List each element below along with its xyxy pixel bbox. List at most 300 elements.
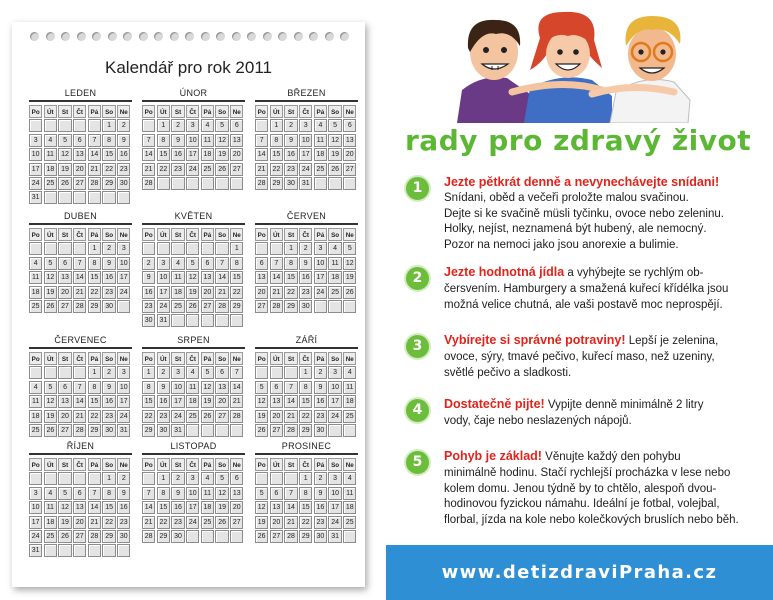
day-cell: 2 xyxy=(157,366,170,379)
day-cell: 20 xyxy=(58,410,71,423)
day-cell: 17 xyxy=(186,148,199,161)
day-cell: 26 xyxy=(255,530,268,543)
day-cell: 7 xyxy=(284,381,297,394)
day-cell: 27 xyxy=(201,300,214,313)
empty-day-cell xyxy=(215,424,228,437)
weekday-header: Ne xyxy=(230,105,243,118)
empty-day-cell xyxy=(186,530,199,543)
weekday-header: Po xyxy=(29,352,42,365)
tip-line: Lepší je zelenina, xyxy=(625,335,719,347)
day-cell: 12 xyxy=(44,271,57,284)
empty-day-cell xyxy=(201,424,214,437)
day-cell: 14 xyxy=(88,501,101,514)
weekday-header: Čt xyxy=(299,105,312,118)
tip-line: světlé pečivo a sladkosti. xyxy=(444,366,572,379)
day-cell: 13 xyxy=(201,271,214,284)
month-grid xyxy=(29,228,132,313)
day-cell: 12 xyxy=(255,501,268,514)
weekday-header: Čt xyxy=(186,352,199,365)
day-cell: 24 xyxy=(29,177,42,190)
empty-day-cell xyxy=(44,191,57,204)
website-link[interactable]: www.detizdraviPraha.cz xyxy=(441,562,718,583)
weekday-header: Čt xyxy=(186,458,199,471)
day-cell: 30 xyxy=(117,177,130,190)
day-cell: 18 xyxy=(44,516,57,529)
day-cell: 10 xyxy=(117,381,130,394)
day-cell: 24 xyxy=(328,410,341,423)
weekday-header: Út xyxy=(44,105,57,118)
weekday-header: Čt xyxy=(186,228,199,241)
binder-ring-icon xyxy=(263,32,272,41)
day-cell: 29 xyxy=(88,300,101,313)
weekday-header: St xyxy=(284,352,297,365)
weekday-header: So xyxy=(328,105,341,118)
month-calendar xyxy=(142,208,245,327)
day-cell: 15 xyxy=(230,271,243,284)
weekday-header: Čt xyxy=(299,458,312,471)
day-cell: 25 xyxy=(343,516,356,529)
day-cell: 21 xyxy=(284,410,297,423)
weekday-header: Ne xyxy=(117,352,130,365)
day-cell: 6 xyxy=(230,119,243,132)
month-name: SRPEN xyxy=(142,332,245,349)
day-cell: 4 xyxy=(29,257,42,270)
day-cell: 22 xyxy=(157,163,170,176)
weekday-header: Pá xyxy=(314,458,327,471)
weekday-header: So xyxy=(328,458,341,471)
weekday-header: St xyxy=(171,105,184,118)
binder-ring-icon xyxy=(61,32,70,41)
day-cell: 30 xyxy=(117,530,130,543)
weekday-header: Čt xyxy=(73,352,86,365)
month-calendar xyxy=(142,438,245,543)
weekday-header: St xyxy=(58,228,71,241)
tip-heading: Pohyb je základ! xyxy=(444,449,542,463)
day-cell: 25 xyxy=(29,424,42,437)
day-cell: 1 xyxy=(88,366,101,379)
kids-illustration-icon xyxy=(452,8,712,123)
day-cell: 15 xyxy=(299,395,312,408)
tip-line: florbal, jízda na kole nebo kolečkových bruslích nebo běh. xyxy=(444,514,739,527)
day-cell: 28 xyxy=(284,424,297,437)
day-cell: 22 xyxy=(102,163,115,176)
day-cell: 26 xyxy=(255,424,268,437)
day-cell: 4 xyxy=(44,134,57,147)
day-cell: 25 xyxy=(44,530,57,543)
day-cell: 23 xyxy=(102,410,115,423)
day-cell: 26 xyxy=(215,516,228,529)
empty-day-cell xyxy=(58,242,71,255)
empty-day-cell xyxy=(58,366,71,379)
day-cell: 22 xyxy=(88,410,101,423)
weekday-header: Út xyxy=(157,458,170,471)
weekday-header: Čt xyxy=(186,105,199,118)
empty-day-cell xyxy=(117,544,130,557)
empty-day-cell xyxy=(328,424,341,437)
day-cell: 21 xyxy=(88,516,101,529)
day-cell: 18 xyxy=(44,163,57,176)
day-cell: 14 xyxy=(142,501,155,514)
month-calendar xyxy=(142,85,245,190)
tip-text xyxy=(444,397,766,430)
empty-day-cell xyxy=(270,366,283,379)
binder-ring-icon xyxy=(77,32,86,41)
day-cell: 28 xyxy=(284,530,297,543)
weekday-header: Út xyxy=(157,228,170,241)
empty-day-cell xyxy=(328,300,341,313)
day-cell: 30 xyxy=(171,530,184,543)
empty-day-cell xyxy=(117,300,130,313)
day-cell: 19 xyxy=(255,516,268,529)
day-cell: 19 xyxy=(215,501,228,514)
day-cell: 21 xyxy=(142,516,155,529)
day-cell: 11 xyxy=(201,487,214,500)
tip-line: Dejte si ke svačině müsli tyčinku, ovoce nebo zeleninu. xyxy=(444,207,724,220)
day-cell: 5 xyxy=(255,381,268,394)
month-grid xyxy=(142,228,245,327)
empty-day-cell xyxy=(343,424,356,437)
day-cell: 28 xyxy=(88,530,101,543)
day-cell: 20 xyxy=(255,286,268,299)
day-cell: 26 xyxy=(343,286,356,299)
day-cell: 9 xyxy=(284,134,297,147)
day-cell: 4 xyxy=(171,257,184,270)
day-cell: 23 xyxy=(284,163,297,176)
day-cell: 26 xyxy=(44,424,57,437)
day-cell: 11 xyxy=(328,257,341,270)
empty-day-cell xyxy=(255,472,268,485)
day-cell: 21 xyxy=(142,163,155,176)
day-cell: 22 xyxy=(88,286,101,299)
day-cell: 6 xyxy=(270,381,283,394)
day-cell: 8 xyxy=(157,134,170,147)
day-cell: 29 xyxy=(157,530,170,543)
day-cell: 7 xyxy=(73,381,86,394)
day-cell: 8 xyxy=(157,487,170,500)
month-name: ČERVENEC xyxy=(29,332,132,349)
day-cell: 18 xyxy=(29,286,42,299)
empty-day-cell xyxy=(201,530,214,543)
day-cell: 26 xyxy=(58,530,71,543)
day-cell: 25 xyxy=(328,286,341,299)
month-calendar xyxy=(255,438,358,543)
tip-line: Snídani, oběd a večeři proložte malou svačinou. xyxy=(444,191,689,204)
day-cell: 1 xyxy=(157,119,170,132)
day-cell: 21 xyxy=(88,163,101,176)
day-cell: 12 xyxy=(186,271,199,284)
empty-day-cell xyxy=(255,119,268,132)
day-cell: 3 xyxy=(299,119,312,132)
empty-day-cell xyxy=(29,366,42,379)
day-cell: 22 xyxy=(284,286,297,299)
weekday-header: Út xyxy=(270,228,283,241)
day-cell: 16 xyxy=(299,271,312,284)
day-cell: 13 xyxy=(58,395,71,408)
day-cell: 1 xyxy=(102,119,115,132)
day-cell: 10 xyxy=(314,257,327,270)
month-calendar xyxy=(255,208,358,313)
day-cell: 13 xyxy=(343,134,356,147)
day-cell: 1 xyxy=(284,242,297,255)
day-cell: 10 xyxy=(29,501,42,514)
day-cell: 7 xyxy=(73,257,86,270)
day-cell: 22 xyxy=(142,410,155,423)
day-cell: 9 xyxy=(102,257,115,270)
day-cell: 20 xyxy=(73,163,86,176)
day-cell: 21 xyxy=(284,516,297,529)
day-cell: 15 xyxy=(157,148,170,161)
day-cell: 15 xyxy=(299,501,312,514)
empty-day-cell xyxy=(215,177,228,190)
day-cell: 16 xyxy=(171,148,184,161)
binder-ring-icon xyxy=(294,32,303,41)
day-cell: 23 xyxy=(157,410,170,423)
day-cell: 24 xyxy=(117,410,130,423)
day-cell: 16 xyxy=(284,148,297,161)
day-cell: 24 xyxy=(157,300,170,313)
day-cell: 27 xyxy=(343,163,356,176)
day-cell: 11 xyxy=(201,134,214,147)
day-cell: 22 xyxy=(157,516,170,529)
day-cell: 17 xyxy=(117,271,130,284)
day-cell: 20 xyxy=(270,516,283,529)
empty-day-cell xyxy=(201,177,214,190)
empty-day-cell xyxy=(73,472,86,485)
tip-text xyxy=(444,333,766,381)
weekday-header: Po xyxy=(255,228,268,241)
day-cell: 16 xyxy=(157,395,170,408)
tip-heading: Dostatečně pijte! xyxy=(444,397,545,411)
day-cell: 5 xyxy=(186,257,199,270)
day-cell: 31 xyxy=(171,424,184,437)
binder-ring-icon xyxy=(247,32,256,41)
empty-day-cell xyxy=(157,177,170,190)
day-cell: 10 xyxy=(171,381,184,394)
weekday-header: St xyxy=(58,105,71,118)
day-cell: 3 xyxy=(157,257,170,270)
binder-ring-icon xyxy=(30,32,39,41)
day-cell: 18 xyxy=(29,410,42,423)
month-name: ČERVEN xyxy=(255,208,358,225)
day-cell: 19 xyxy=(328,148,341,161)
day-cell: 14 xyxy=(230,381,243,394)
empty-day-cell xyxy=(29,472,42,485)
tip-line: Pozor na nemoci jako jsou anorexie a bulimie. xyxy=(444,239,679,252)
day-cell: 25 xyxy=(44,177,57,190)
day-cell: 22 xyxy=(230,286,243,299)
day-cell: 10 xyxy=(117,257,130,270)
day-cell: 25 xyxy=(314,163,327,176)
day-cell: 30 xyxy=(102,300,115,313)
tip-heading: Jezte pětkrát denně a nevynechávejte snídani! xyxy=(444,175,720,189)
day-cell: 6 xyxy=(215,366,228,379)
day-cell: 12 xyxy=(328,134,341,147)
day-cell: 13 xyxy=(73,148,86,161)
empty-day-cell xyxy=(201,314,214,327)
day-cell: 12 xyxy=(58,501,71,514)
tip-line: a vyhýbejte se rychlým ob- xyxy=(564,267,704,279)
day-cell: 12 xyxy=(343,257,356,270)
tip-text xyxy=(444,265,766,313)
day-cell: 19 xyxy=(44,410,57,423)
empty-day-cell xyxy=(157,242,170,255)
day-cell: 12 xyxy=(215,487,228,500)
day-cell: 11 xyxy=(186,381,199,394)
empty-day-cell xyxy=(44,366,57,379)
weekday-header: So xyxy=(328,228,341,241)
day-cell: 28 xyxy=(215,300,228,313)
day-cell: 14 xyxy=(270,271,283,284)
empty-day-cell xyxy=(186,424,199,437)
empty-day-cell xyxy=(343,300,356,313)
day-cell: 12 xyxy=(201,381,214,394)
day-cell: 30 xyxy=(284,177,297,190)
day-cell: 5 xyxy=(328,119,341,132)
day-cell: 29 xyxy=(284,300,297,313)
day-cell: 29 xyxy=(142,424,155,437)
binder-ring-icon xyxy=(309,32,318,41)
month-grid xyxy=(255,105,358,190)
day-cell: 23 xyxy=(117,516,130,529)
tip-line: vody, čaje nebo neslazených nápojů. xyxy=(444,414,632,427)
weekday-header: St xyxy=(58,352,71,365)
empty-day-cell xyxy=(142,119,155,132)
day-cell: 31 xyxy=(117,424,130,437)
day-cell: 19 xyxy=(186,286,199,299)
day-cell: 18 xyxy=(171,286,184,299)
month-name: PROSINEC xyxy=(255,438,358,455)
weekday-header: Ne xyxy=(117,228,130,241)
day-cell: 16 xyxy=(117,501,130,514)
day-cell: 4 xyxy=(44,487,57,500)
day-cell: 28 xyxy=(88,177,101,190)
empty-day-cell xyxy=(270,472,283,485)
day-cell: 4 xyxy=(29,381,42,394)
day-cell: 4 xyxy=(328,242,341,255)
day-cell: 25 xyxy=(343,410,356,423)
empty-day-cell xyxy=(284,472,297,485)
day-cell: 21 xyxy=(270,286,283,299)
day-cell: 13 xyxy=(230,134,243,147)
day-cell: 23 xyxy=(171,516,184,529)
day-cell: 24 xyxy=(117,286,130,299)
empty-day-cell xyxy=(215,530,228,543)
empty-day-cell xyxy=(102,191,115,204)
weekday-header: Pá xyxy=(88,458,101,471)
day-cell: 9 xyxy=(299,257,312,270)
binder-ring-icon xyxy=(170,32,179,41)
day-cell: 6 xyxy=(230,472,243,485)
day-cell: 22 xyxy=(299,410,312,423)
day-cell: 11 xyxy=(171,271,184,284)
tip-line: Holky, nejíst, neznamená být hubený, ale nemocný. xyxy=(444,223,707,236)
day-cell: 15 xyxy=(270,148,283,161)
day-cell: 6 xyxy=(270,487,283,500)
day-cell: 10 xyxy=(186,487,199,500)
month-name: ŘÍJEN xyxy=(29,438,132,455)
day-cell: 8 xyxy=(102,134,115,147)
tip-line: minimálně hodinu. Stačí rychlejší procházka v lese nebo xyxy=(444,466,731,479)
day-cell: 2 xyxy=(171,472,184,485)
day-cell: 31 xyxy=(328,530,341,543)
day-cell: 9 xyxy=(314,487,327,500)
day-cell: 6 xyxy=(255,257,268,270)
weekday-header: Pá xyxy=(314,352,327,365)
day-cell: 26 xyxy=(328,163,341,176)
day-cell: 25 xyxy=(201,163,214,176)
empty-day-cell xyxy=(186,242,199,255)
day-cell: 21 xyxy=(73,410,86,423)
day-cell: 11 xyxy=(44,148,57,161)
day-cell: 6 xyxy=(343,119,356,132)
weekday-header: Ne xyxy=(230,458,243,471)
day-cell: 30 xyxy=(157,424,170,437)
empty-day-cell xyxy=(171,242,184,255)
weekday-header: Pá xyxy=(201,352,214,365)
day-cell: 23 xyxy=(117,163,130,176)
binder-ring-icon xyxy=(325,32,334,41)
weekday-header: Čt xyxy=(73,105,86,118)
day-cell: 17 xyxy=(29,516,42,529)
day-cell: 9 xyxy=(314,381,327,394)
empty-day-cell xyxy=(314,300,327,313)
day-cell: 14 xyxy=(215,271,228,284)
day-cell: 20 xyxy=(58,286,71,299)
tip-line: ovoce, sýry, tmavé pečivo, kuřecí maso, než uzeniny, xyxy=(444,350,715,363)
day-cell: 29 xyxy=(88,424,101,437)
tip-line: možná velice chutná, ale vaši postavě moc neprospějí. xyxy=(444,298,723,311)
day-cell: 15 xyxy=(142,395,155,408)
day-cell: 10 xyxy=(157,271,170,284)
day-cell: 8 xyxy=(88,257,101,270)
day-cell: 3 xyxy=(186,472,199,485)
day-cell: 27 xyxy=(73,530,86,543)
day-cell: 24 xyxy=(171,410,184,423)
binder-ring-icon xyxy=(139,32,148,41)
day-cell: 26 xyxy=(201,410,214,423)
weekday-header: Po xyxy=(142,458,155,471)
day-cell: 8 xyxy=(142,381,155,394)
weekday-header: Pá xyxy=(201,458,214,471)
day-cell: 18 xyxy=(186,395,199,408)
day-cell: 25 xyxy=(201,516,214,529)
tip-line: Věnujte každý den pohybu xyxy=(541,451,681,463)
day-cell: 25 xyxy=(29,300,42,313)
day-cell: 19 xyxy=(58,516,71,529)
binder-ring-icon xyxy=(278,32,287,41)
day-cell: 19 xyxy=(215,148,228,161)
day-cell: 27 xyxy=(270,530,283,543)
empty-day-cell xyxy=(255,366,268,379)
weekday-header: Út xyxy=(270,352,283,365)
tip-number-icon: 3 xyxy=(404,333,431,360)
day-cell: 3 xyxy=(117,366,130,379)
weekday-header: St xyxy=(284,458,297,471)
weekday-header: Čt xyxy=(299,228,312,241)
tip-number-icon: 5 xyxy=(404,449,431,476)
day-cell: 19 xyxy=(201,395,214,408)
day-cell: 28 xyxy=(255,177,268,190)
day-cell: 2 xyxy=(142,257,155,270)
tip-heading: Jezte hodnotná jídla xyxy=(444,265,565,279)
day-cell: 17 xyxy=(328,501,341,514)
day-cell: 13 xyxy=(230,487,243,500)
empty-day-cell xyxy=(73,191,86,204)
day-cell: 16 xyxy=(102,395,115,408)
month-name: LEDEN xyxy=(29,85,132,102)
day-cell: 17 xyxy=(328,395,341,408)
day-cell: 7 xyxy=(230,366,243,379)
